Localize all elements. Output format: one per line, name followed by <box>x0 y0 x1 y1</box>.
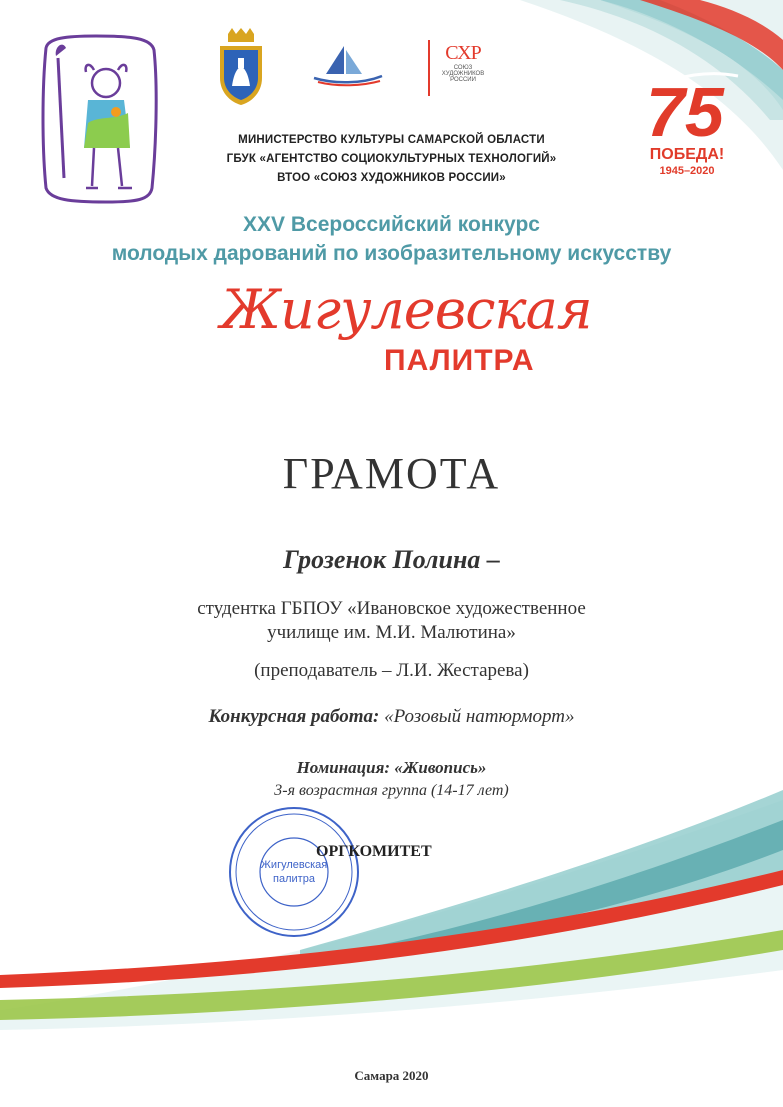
artists-union-logo <box>428 40 496 96</box>
org-line-3: ВТОО «СОЮЗ ХУДОЖНИКОВ РОССИИ» <box>277 172 506 184</box>
document-title: ГРАМОТА <box>282 449 501 498</box>
work-label: Конкурсная работа: <box>208 706 380 727</box>
org-line-2: ГБУК «АГЕНТСТВО СОЦИОКУЛЬТУРНЫХ ТЕХНОЛОГИЙ» <box>226 153 557 165</box>
union-logo-text: СОЮЗ ХУДОЖНИКОВ РОССИИ <box>441 65 485 83</box>
contest-title-line-1: XXV Всероссийский конкурс <box>243 213 540 236</box>
recipient-line-1: студентка ГБПОУ «Ивановское художественное <box>197 598 586 619</box>
nomination-line: Номинация: «Живопись» <box>296 758 487 777</box>
contest-title-line-2: молодых дарований по изобразительному искусству <box>111 242 672 265</box>
org-line-1: МИНИСТЕРСТВО КУЛЬТУРЫ САМАРСКОЙ ОБЛАСТИ <box>238 134 545 146</box>
stamp-center-line-1: Жигулевская <box>260 859 328 871</box>
teacher-line: (преподаватель – Л.И. Жестарева) <box>254 660 529 681</box>
union-logo-mark: СХР <box>445 42 481 64</box>
victory-word: ПОБЕДА! <box>649 146 725 163</box>
age-group-line: 3-я возрастная группа (14-17 лет) <box>274 782 509 799</box>
stamp-center-line-2: палитра <box>273 873 315 885</box>
sail-logo <box>310 44 386 88</box>
victory-years: 1945–2020 <box>659 165 715 177</box>
organizing-committee: ОРГКОМИТЕТ <box>316 843 432 860</box>
bottom-wave-decoration <box>0 780 783 1107</box>
brand-caps-title: ПАЛИТРА <box>384 344 535 377</box>
competition-work-line <box>0 706 783 728</box>
official-stamp <box>224 802 364 942</box>
recipient-name: Грозенок Полина – <box>283 545 500 574</box>
brand-script-title: Жигулевская <box>220 278 592 341</box>
work-title: «Розовый натюрморт» <box>384 706 575 727</box>
coat-of-arms-emblem <box>214 28 268 106</box>
city-year: Самара 2020 <box>354 1068 429 1083</box>
recipient-line-2: училище им. М.И. Малютина» <box>267 622 516 643</box>
victory-number: 75 <box>646 73 724 148</box>
